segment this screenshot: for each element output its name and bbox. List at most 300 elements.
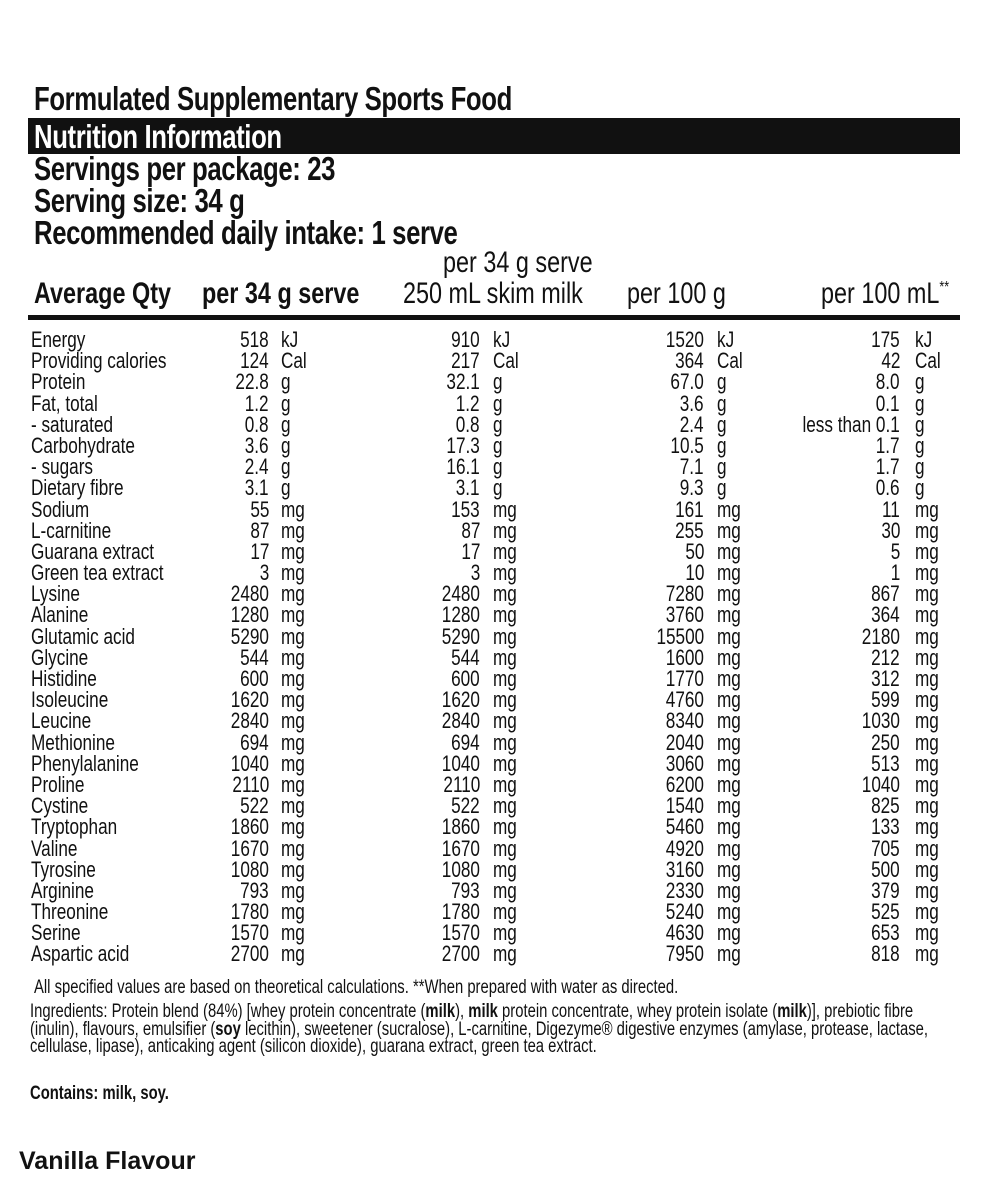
value-skim-milk: 793 <box>451 877 480 903</box>
nutrient-name: Tyrosine <box>31 856 96 882</box>
unit-per-100g: mg <box>717 560 741 586</box>
panel-title: Nutrition Information <box>34 118 282 155</box>
unit-per-100g: mg <box>717 814 741 840</box>
unit-per-100g: mg <box>717 793 741 819</box>
value-per-serve: 1280 <box>230 602 269 628</box>
value-per-100ml: 312 <box>871 666 900 691</box>
table-row <box>0 899 990 925</box>
nutrient-name: Providing calories <box>31 348 167 374</box>
value-per-100ml: 11 <box>882 496 900 522</box>
value-skim-milk: 600 <box>451 666 480 691</box>
unit-per-100g: mg <box>717 496 741 522</box>
value-per-100g: 1600 <box>665 644 704 670</box>
value-per-100ml: 364 <box>871 602 900 628</box>
nutrient-name: Fat, total <box>31 390 98 416</box>
unit-skim-milk: mg <box>493 771 517 797</box>
header-skim-milk: 250 mL skim milk <box>403 277 583 310</box>
unit-per-100g: mg <box>717 750 741 776</box>
unit-per-100ml: mg <box>915 920 939 946</box>
nutrient-name: L-carnitine <box>31 517 112 543</box>
allergen-highlight: milk <box>777 1001 807 1022</box>
value-per-100ml: 1040 <box>861 771 900 797</box>
unit-per-100ml: mg <box>915 793 939 819</box>
unit-per-100ml: mg <box>915 899 939 925</box>
value-per-100ml: 500 <box>871 856 900 882</box>
value-skim-milk: 1670 <box>441 835 480 861</box>
value-per-100ml: 867 <box>871 581 900 607</box>
value-per-100ml: 513 <box>871 750 900 776</box>
value-per-100g: 1770 <box>665 666 704 691</box>
unit-skim-milk: kJ <box>493 327 511 352</box>
document-title: Formulated Supplementary Sports Food <box>34 80 512 117</box>
value-skim-milk: 16.1 <box>446 454 480 480</box>
value-per-100g: 1520 <box>665 327 704 352</box>
unit-per-100ml: mg <box>915 856 939 882</box>
allergen-highlight: soy <box>215 1018 241 1040</box>
unit-per-serve: g <box>281 390 291 416</box>
allergen-highlight: milk <box>468 1001 498 1022</box>
unit-per-100ml: g <box>915 411 925 437</box>
value-skim-milk: 0.8 <box>456 411 480 437</box>
unit-skim-milk: mg <box>493 623 517 649</box>
ingredients-label: Ingredients: <box>30 1001 108 1022</box>
unit-per-100ml: mg <box>915 602 939 628</box>
nutrient-name: Dietary fibre <box>31 475 124 501</box>
value-per-100g: 7280 <box>665 581 704 607</box>
unit-skim-milk: mg <box>493 793 517 819</box>
value-skim-milk: 3.1 <box>456 475 480 501</box>
unit-per-100ml: mg <box>915 496 939 522</box>
servings-per-package: Servings per package: 23 <box>34 150 336 187</box>
ingredients-segment: lecithin), sweetener (sucralose), L-carnitine, Digezyme® digestive enzymes (amylase, protease, lactase, cellulase, lipase), anticaking agent (silicon dioxide), guarana extract, green tea extract. <box>30 1018 929 1057</box>
table-row <box>0 729 990 755</box>
value-per-100ml: 1.7 <box>876 432 900 458</box>
value-per-100g: 4760 <box>665 687 704 713</box>
nutrient-name: Cystine <box>31 793 89 819</box>
value-per-100g: 5240 <box>665 899 704 925</box>
value-per-100g: 15500 <box>656 623 704 649</box>
value-per-serve: 1570 <box>230 920 269 946</box>
value-per-100ml: 379 <box>871 877 900 903</box>
nutrient-name: Energy <box>31 327 86 352</box>
value-per-100g: 6200 <box>665 771 704 797</box>
nutrient-name: Sodium <box>31 496 90 522</box>
value-skim-milk: 522 <box>451 793 480 819</box>
unit-per-100g: mg <box>717 877 741 903</box>
value-per-100g: 4630 <box>665 920 704 946</box>
unit-per-100g: mg <box>717 835 741 861</box>
table-row <box>0 411 990 437</box>
unit-per-serve: Cal <box>281 348 307 374</box>
table-row <box>0 602 990 628</box>
value-per-serve: 793 <box>240 877 269 903</box>
value-per-100g: 4920 <box>665 835 704 861</box>
unit-per-serve: g <box>281 411 291 437</box>
nutrient-name: Protein <box>31 369 86 395</box>
ingredients <box>30 1003 958 1056</box>
nutrient-name: Tryptophan <box>31 814 118 840</box>
nutrient-name: Phenylalanine <box>31 750 139 776</box>
table-row <box>0 538 990 564</box>
unit-per-100ml: mg <box>915 644 939 670</box>
ingredients-segment: protein concentrate, whey protein isolate ( <box>497 1001 778 1022</box>
unit-per-100ml: mg <box>915 941 939 967</box>
ingredients-text <box>30 1001 928 1057</box>
value-skim-milk: 1280 <box>441 602 480 628</box>
unit-per-serve: g <box>281 432 291 458</box>
value-per-100g: 5460 <box>665 814 704 840</box>
unit-skim-milk: g <box>493 390 503 416</box>
value-per-serve: 1620 <box>230 687 269 713</box>
unit-per-100g: mg <box>717 687 741 713</box>
table-row <box>0 623 990 649</box>
unit-per-100ml: mg <box>915 560 939 586</box>
value-per-serve: 522 <box>240 793 269 819</box>
unit-per-serve: mg <box>281 517 305 543</box>
value-per-100g: 3760 <box>665 602 704 628</box>
unit-skim-milk: mg <box>493 581 517 607</box>
unit-skim-milk: g <box>493 454 503 480</box>
value-per-100g: 67.0 <box>670 369 704 395</box>
unit-per-serve: mg <box>281 729 305 755</box>
nutrient-name: Arginine <box>31 877 94 903</box>
value-per-serve: 3.6 <box>245 432 269 458</box>
unit-per-100ml: mg <box>915 771 939 797</box>
unit-skim-milk: mg <box>493 517 517 543</box>
value-per-100g: 10 <box>684 560 704 586</box>
value-per-100g: 255 <box>675 517 704 543</box>
unit-per-serve: g <box>281 454 291 480</box>
nutrition-table <box>0 329 990 965</box>
unit-skim-milk: mg <box>493 750 517 776</box>
table-row <box>0 496 990 522</box>
value-per-100g: 3160 <box>665 856 704 882</box>
value-per-100ml: 8.0 <box>876 369 900 395</box>
value-skim-milk: 2840 <box>441 708 480 734</box>
nutrient-name: Histidine <box>31 666 97 691</box>
unit-per-serve: mg <box>281 666 305 691</box>
unit-per-100g: mg <box>717 644 741 670</box>
value-skim-milk: 5290 <box>441 623 480 649</box>
unit-skim-milk: mg <box>493 560 517 586</box>
unit-per-serve: mg <box>281 835 305 861</box>
header-per-100ml: per 100 mL** <box>821 277 950 310</box>
value-skim-milk: 17.3 <box>446 432 480 458</box>
unit-skim-milk: mg <box>493 538 517 564</box>
table-row <box>0 835 990 861</box>
table-row <box>0 750 990 776</box>
value-per-100ml: 42 <box>880 348 900 374</box>
value-per-serve: 22.8 <box>235 369 269 395</box>
unit-per-100ml: mg <box>915 835 939 861</box>
unit-per-serve: mg <box>281 920 305 946</box>
unit-per-serve: mg <box>281 538 305 564</box>
unit-skim-milk: mg <box>493 899 517 925</box>
value-skim-milk: 1860 <box>441 814 480 840</box>
unit-per-serve: g <box>281 475 291 501</box>
table-row <box>0 793 990 819</box>
unit-per-100g: mg <box>717 771 741 797</box>
table-row <box>0 814 990 840</box>
nutrient-name: Proline <box>31 771 85 797</box>
value-skim-milk: 694 <box>451 729 480 755</box>
value-per-100ml: 1030 <box>861 708 900 734</box>
value-per-100ml: 705 <box>871 835 900 861</box>
header-per-100g: per 100 g <box>627 277 726 310</box>
value-skim-milk: 32.1 <box>446 369 480 395</box>
unit-per-serve: mg <box>281 644 305 670</box>
table-row <box>0 560 990 586</box>
nutrient-name: - saturated <box>31 411 114 437</box>
value-per-serve: 87 <box>249 517 269 543</box>
nutrient-name: Carbohydrate <box>31 432 135 458</box>
unit-per-100g: mg <box>717 920 741 946</box>
value-per-100ml: 653 <box>871 920 900 946</box>
unit-skim-milk: mg <box>493 941 517 967</box>
value-per-serve: 2110 <box>232 771 269 797</box>
nutrient-name: Green tea extract <box>31 560 164 586</box>
value-skim-milk: 2700 <box>441 941 480 967</box>
unit-per-serve: mg <box>281 708 305 734</box>
unit-skim-milk: mg <box>493 856 517 882</box>
unit-per-100g: mg <box>717 602 741 628</box>
value-per-100ml: 212 <box>871 644 900 670</box>
unit-per-serve: mg <box>281 623 305 649</box>
unit-per-100g: mg <box>717 941 741 967</box>
unit-per-100g: g <box>717 475 727 501</box>
value-per-100ml: 0.1 <box>876 390 900 416</box>
value-skim-milk: 2480 <box>441 581 480 607</box>
unit-per-serve: mg <box>281 750 305 776</box>
table-row <box>0 856 990 882</box>
unit-per-100g: mg <box>717 856 741 882</box>
unit-per-100ml: mg <box>915 708 939 734</box>
value-skim-milk: 1.2 <box>456 390 480 416</box>
table-row <box>0 771 990 797</box>
nutrient-name: Alanine <box>31 602 89 628</box>
value-per-100ml: 2180 <box>861 623 900 649</box>
value-skim-milk: 153 <box>451 496 480 522</box>
value-per-serve: 544 <box>240 644 269 670</box>
unit-per-100ml: mg <box>915 517 939 543</box>
nutrient-name: Lysine <box>31 581 80 607</box>
nutrient-name: Methionine <box>31 729 115 755</box>
table-row <box>0 581 990 607</box>
value-per-100g: 7.1 <box>680 454 704 480</box>
nutrient-name: Threonine <box>31 899 109 925</box>
nutrient-name: Leucine <box>31 708 92 734</box>
value-per-100ml: 1 <box>890 560 900 586</box>
unit-per-100g: mg <box>717 623 741 649</box>
unit-skim-milk: g <box>493 411 503 437</box>
value-per-serve: 3.1 <box>245 475 269 501</box>
unit-per-100ml: kJ <box>915 327 933 352</box>
value-per-100g: 8340 <box>665 708 704 734</box>
ingredients-segment: ), <box>455 1001 469 1022</box>
unit-per-100ml: g <box>915 454 925 480</box>
value-per-serve: 17 <box>249 538 269 564</box>
unit-per-100g: g <box>717 432 727 458</box>
allergen-highlight: milk <box>425 1001 456 1022</box>
value-per-100g: 2.4 <box>680 411 704 437</box>
value-per-100ml: 175 <box>871 327 900 352</box>
value-skim-milk: 1620 <box>441 687 480 713</box>
value-per-100ml: 599 <box>871 687 900 713</box>
allergen-statement: Contains: milk, soy. <box>30 1083 169 1104</box>
ingredients-segment: Protein blend (84%) [whey protein concentrate ( <box>107 1001 426 1022</box>
unit-per-100ml: mg <box>915 687 939 713</box>
unit-skim-milk: mg <box>493 602 517 628</box>
value-per-serve: 600 <box>240 666 269 691</box>
unit-per-serve: kJ <box>281 327 299 352</box>
unit-skim-milk: Cal <box>493 348 519 374</box>
value-per-100g: 2330 <box>665 877 704 903</box>
value-per-100ml: 525 <box>871 899 900 925</box>
unit-per-100ml: mg <box>915 538 939 564</box>
value-per-serve: 5290 <box>230 623 269 649</box>
value-per-serve: 1.2 <box>245 390 269 416</box>
ingredients-segment: )], prebiotic fibre (inulin), flavours, emulsifier ( <box>30 1001 914 1040</box>
unit-per-serve: mg <box>281 581 305 607</box>
value-skim-milk: 1040 <box>441 750 480 776</box>
value-per-serve: 1780 <box>230 899 269 925</box>
serving-size: Serving size: 34 g <box>34 182 245 219</box>
value-per-serve: 55 <box>249 496 269 522</box>
table-row <box>0 454 990 480</box>
nutrient-name: Valine <box>31 835 78 861</box>
table-row <box>0 432 990 458</box>
value-skim-milk: 87 <box>460 517 480 543</box>
value-per-100ml: 250 <box>871 729 900 755</box>
header-average-qty: Average Qty <box>34 277 171 310</box>
unit-per-serve: mg <box>281 856 305 882</box>
value-per-serve: 3 <box>259 560 269 586</box>
unit-per-100g: g <box>717 411 727 437</box>
flavour-label: Vanilla Flavour <box>19 1147 196 1175</box>
unit-per-100ml: g <box>915 432 925 458</box>
unit-skim-milk: mg <box>493 814 517 840</box>
nutrient-name: Guarana extract <box>31 538 155 564</box>
value-per-100g: 161 <box>675 496 704 522</box>
value-skim-milk: 544 <box>451 644 480 670</box>
unit-per-100ml: mg <box>915 877 939 903</box>
table-row <box>0 369 990 395</box>
unit-skim-milk: mg <box>493 666 517 691</box>
footnote-mark: ** <box>939 279 950 296</box>
value-skim-milk: 1570 <box>441 920 480 946</box>
unit-per-100ml: Cal <box>915 348 941 374</box>
table-row <box>0 941 990 967</box>
table-row <box>0 390 990 416</box>
unit-per-serve: mg <box>281 877 305 903</box>
table-row <box>0 348 990 374</box>
unit-per-100g: Cal <box>717 348 743 374</box>
footnote: All specified values are based on theoretical calculations. **When prepared with water as directed. <box>34 977 679 998</box>
unit-skim-milk: mg <box>493 877 517 903</box>
unit-skim-milk: g <box>493 475 503 501</box>
value-per-serve: 2700 <box>230 941 269 967</box>
value-per-100g: 9.3 <box>680 475 704 501</box>
unit-per-serve: mg <box>281 602 305 628</box>
unit-per-serve: mg <box>281 814 305 840</box>
unit-per-100ml: g <box>915 390 925 416</box>
value-per-100ml: 1.7 <box>876 454 900 480</box>
unit-per-serve: mg <box>281 771 305 797</box>
unit-per-serve: mg <box>281 560 305 586</box>
unit-skim-milk: mg <box>493 644 517 670</box>
value-per-100ml: 0.6 <box>876 475 900 501</box>
value-per-100ml: 818 <box>871 941 900 967</box>
table-row <box>0 668 990 689</box>
unit-per-100g: g <box>717 390 727 416</box>
value-skim-milk: 910 <box>451 327 480 352</box>
unit-skim-milk: mg <box>493 920 517 946</box>
unit-per-100g: mg <box>717 666 741 691</box>
value-per-serve: 2.4 <box>245 454 269 480</box>
value-per-serve: 518 <box>240 327 269 352</box>
unit-per-serve: mg <box>281 496 305 522</box>
value-per-100g: 10.5 <box>670 432 704 458</box>
unit-per-100g: mg <box>717 517 741 543</box>
unit-per-100g: g <box>717 369 727 395</box>
nutrient-name: Isoleucine <box>31 687 109 713</box>
table-row <box>0 877 990 903</box>
unit-per-100g: mg <box>717 729 741 755</box>
nutrient-name: - sugars <box>31 454 93 480</box>
value-skim-milk: 1780 <box>441 899 480 925</box>
table-row <box>0 329 990 350</box>
unit-skim-milk: mg <box>493 729 517 755</box>
unit-per-serve: mg <box>281 793 305 819</box>
value-per-serve: 0.8 <box>245 411 269 437</box>
unit-per-100ml: mg <box>915 666 939 691</box>
unit-per-100ml: mg <box>915 814 939 840</box>
table-row <box>0 644 990 670</box>
value-per-100ml: 825 <box>871 793 900 819</box>
unit-skim-milk: g <box>493 369 503 395</box>
nutrient-name: Glutamic acid <box>31 623 135 649</box>
value-per-100ml: 133 <box>871 814 900 840</box>
value-skim-milk: 217 <box>451 348 480 374</box>
unit-per-100ml: mg <box>915 623 939 649</box>
table-row <box>0 687 990 713</box>
unit-per-100g: mg <box>717 708 741 734</box>
value-per-100g: 3.6 <box>680 390 704 416</box>
unit-skim-milk: mg <box>493 835 517 861</box>
value-per-serve: 124 <box>240 348 269 374</box>
value-skim-milk: 17 <box>460 538 480 564</box>
unit-skim-milk: g <box>493 432 503 458</box>
value-per-100ml: 30 <box>880 517 900 543</box>
value-per-serve: 1670 <box>230 835 269 861</box>
value-per-100ml: less than 0.1 <box>802 411 900 437</box>
unit-per-serve: mg <box>281 899 305 925</box>
unit-per-100ml: mg <box>915 729 939 755</box>
value-per-serve: 1080 <box>230 856 269 882</box>
unit-per-100g: g <box>717 454 727 480</box>
value-per-serve: 2480 <box>230 581 269 607</box>
table-row <box>0 517 990 543</box>
value-per-100g: 2040 <box>665 729 704 755</box>
unit-per-100ml: mg <box>915 581 939 607</box>
unit-per-serve: g <box>281 369 291 395</box>
unit-per-serve: mg <box>281 687 305 713</box>
unit-skim-milk: mg <box>493 496 517 522</box>
value-per-100g: 50 <box>684 538 704 564</box>
value-per-100g: 7950 <box>665 941 704 967</box>
value-per-100g: 3060 <box>665 750 704 776</box>
unit-skim-milk: mg <box>493 687 517 713</box>
